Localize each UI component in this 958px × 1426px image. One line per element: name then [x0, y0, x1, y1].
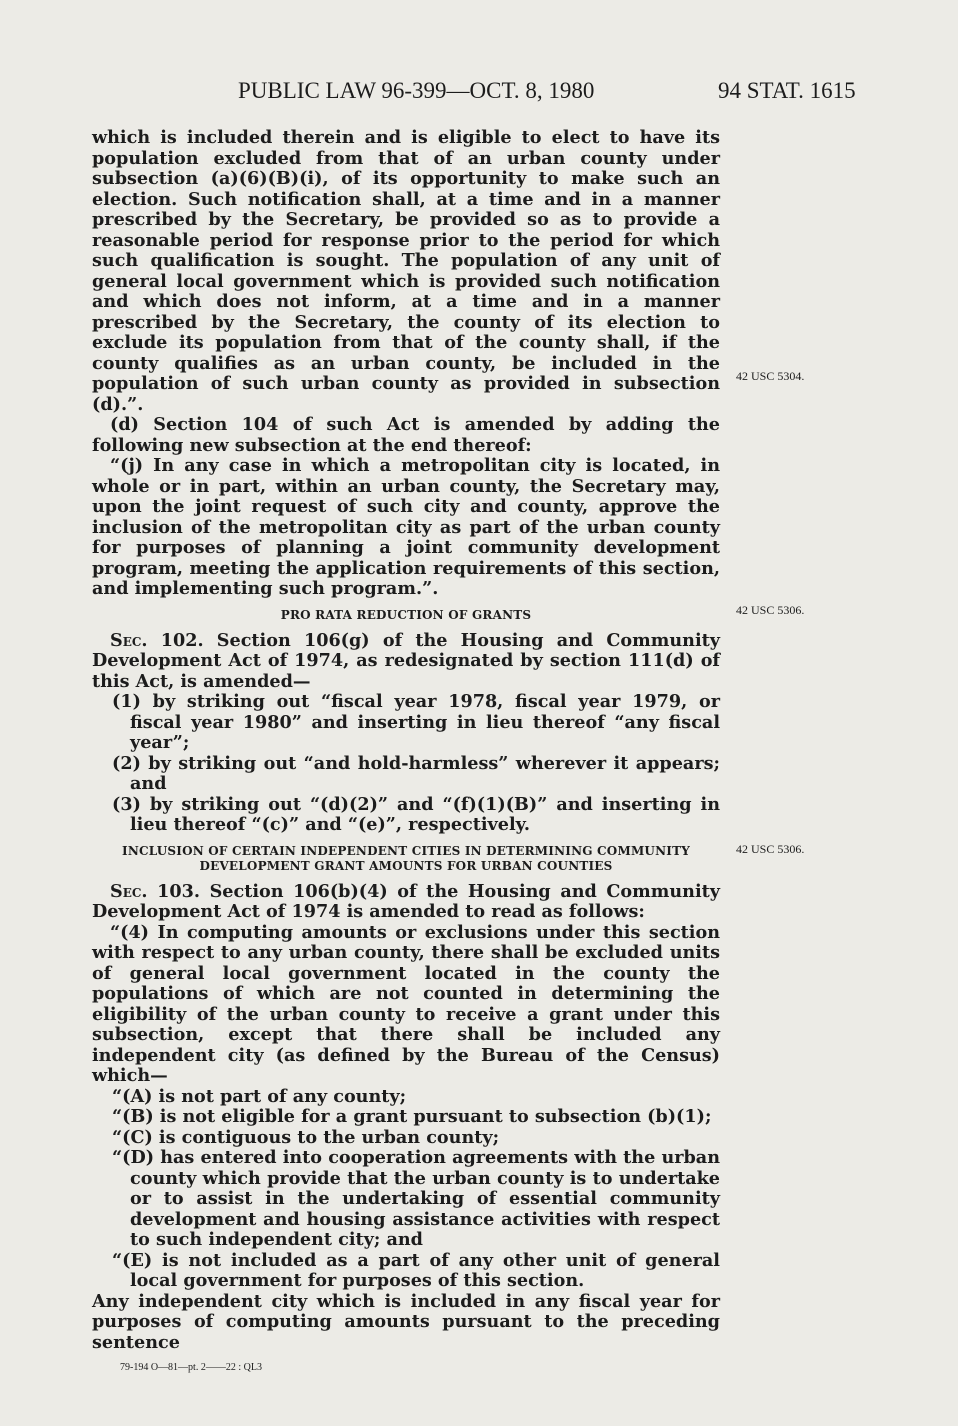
section-heading-pro-rata: PRO RATA REDUCTION OF GRANTS [280, 607, 532, 622]
list-item: “(C) is contiguous to the urban county; [112, 1126, 500, 1148]
sec-102-label: Sec. 102. [110, 629, 204, 651]
margin-citation: 42 USC 5304. [736, 369, 805, 383]
section-heading-independent-cities: INCLUSION OF CERTAIN INDEPENDENT CITIES IN DETERMINING COMMUNITY DEVELOPMENT GRANT AMOUNTS FOR URBAN COUNTIES [122, 843, 690, 873]
paragraph-sec-102 [92, 631, 720, 693]
list-item: (1) by striking out “fiscal year 1978, fiscal year 1979, or fiscal year 1980” and inserting in lieu thereof “any fiscal year”; [112, 691, 720, 753]
sec-103-label: Sec. 103. [110, 880, 200, 902]
list-item: “(D) has entered into cooperation agreements with the urban county which provide that the urban county is to undertake or to assist in the undertaking of essential community development and housing assistance activities with respect to such independent city; and [112, 1147, 720, 1250]
list-item: “(B) is not eligible for a grant pursuant to subsection (b)(1); [112, 1106, 712, 1127]
law-title: PUBLIC LAW 96-399—OCT. 8, 1980 [238, 78, 595, 103]
paragraph-closing: Any independent city which is included in any fiscal year for purposes of computing amounts pursuant to the preceding sentence [92, 1290, 720, 1353]
paragraph-continuation: which is included therein and is eligible to elect to have its population excluded from that of an urban county under subsection (a)(6)(B)(i), of its opportunity to make such an election. Such notification shall, at a time and in a manner prescribed by the Secretary, be provided so as to provide a reasonable period for response prior to the period for which such qualification is sought. The population of any unit of general local government which is provided such notification and which does not inform, at a time and in a manner prescribed by the Secretary, the county of its election to exclude its population from that of the county shall, if the county qualifies as an urban county, be included in the population of such urban county as provided in subsection (d).”. [92, 127, 720, 415]
list-item: “(E) is not included as a part of any other unit of general local government for purposes of this section. [112, 1249, 720, 1291]
list-item: (2) by striking out “and hold-harmless” wherever it appears; and [112, 752, 720, 794]
sec-102-text: Section 106(g) of the Housing and Community Development Act of 1974, as redesignated by section 111(d) of this Act, is amended— [92, 629, 720, 692]
paragraph-sec-103 [92, 882, 720, 923]
margin-citation: 42 USC 5306. [736, 842, 805, 856]
list-item: (3) by striking out “(d)(2)” and “(f)(1)(B)” and inserting in lieu thereof “(c)” and “(e)”, respectively. [112, 793, 720, 835]
sec-103-text: Section 106(b)(4) of the Housing and Community Development Act of 1974 is amended to read as follows: [92, 880, 720, 922]
printing-code: 79-194 O—81—pt. 2——22 : QL3 [120, 1362, 262, 1373]
page-header [0, 78, 958, 110]
body-text [92, 128, 720, 1353]
list-item: “(A) is not part of any county; [112, 1085, 407, 1107]
paragraph-subsection-4: “(4) In computing amounts or exclusions under this section with respect to any urban county, there shall be excluded units of general local government located in the county the populations of which are not counted in determining the eligibility of the urban county to receive a grant under this subsection, except that there shall be included any independent city (as defined by the Bureau of the Census) which— [92, 921, 720, 1086]
paragraph-subsection-j: “(j) In any case in which a metropolitan city is located, in whole or in part, within an urban county, the Secretary may, upon the joint request of such city and county, approve the inclusion of the metropolitan city as part of the urban county for purposes of planning a joint community development program, meeting the application requirements of this section, and implementing such program.”. [92, 455, 720, 599]
paragraph-section-104-amendment: (d) Section 104 of such Act is amended by adding the following new subsection at the end thereof: [92, 414, 720, 456]
margin-citation: 42 USC 5306. [736, 603, 805, 617]
statute-page-number: 94 STAT. 1615 [718, 78, 856, 103]
